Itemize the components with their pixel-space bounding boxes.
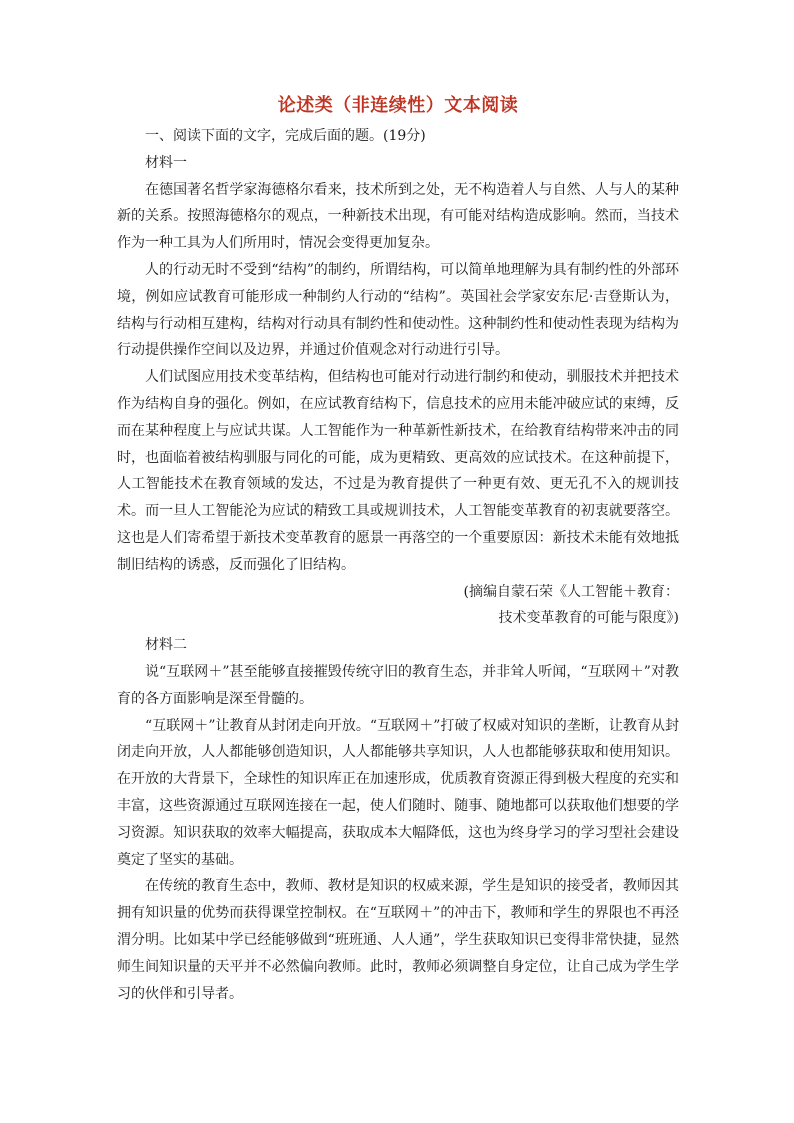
question-instruction: 一、阅读下面的文字，完成后面的题。(19分)	[145, 128, 426, 144]
material-one-label: 材料一	[145, 154, 187, 171]
page-title: 论述类（非连续性）文本阅读	[277, 95, 519, 116]
document-page	[117, 92, 679, 1007]
material-one-paragraph: 人的行动无时不受到“结构”的制约，所谓结构，可以简单地理解为具有制约性的外部环境，例如应试教育可能形成一种制约人行动的“结构”。英国社会学家安东尼·吉登斯认为，结构与行动相互建构，结构对行动具有制约性和使动性。这种制约性和使动性表现为结构为行动提供操作空间以及边界，并通过价值观念对行动进行引导。	[117, 261, 679, 359]
material-one-paragraph: 在德国著名哲学家海德格尔看来，技术所到之处，无不构造着人与自然、人与人的某种新的关系。按照海德格尔的观点，一种新技术出现，有可能对结构造成影响。然而，当技术作为一种工具为人们所用时，情况会变得更加复杂。	[117, 181, 679, 252]
material-one-source-line: 技术变革教育的可能与限度》)	[498, 610, 679, 627]
material-two-paragraph: 说“互联网＋”甚至能够直接摧毁传统守旧的教育生态，并非耸人听闻，“互联网＋”对教育的各方面影响是深至骨髓的。	[117, 663, 679, 707]
material-two-paragraph: 在传统的教育生态中，教师、教材是知识的权威来源，学生是知识的接受者，教师因其拥有知识量的优势而获得课堂控制权。在“互联网＋”的冲击下，教师和学生的界限也不再泾渭分明。比如某中学已经能够做到“班班通、人人通”，学生获取知识已变得非常快捷，显然师生间知识量的天平并不必然偏向教师。此时，教师必须调整自身定位，让自己成为学生学习的伙伴和引导者。	[117, 878, 679, 1002]
material-two-label: 材料二	[145, 637, 187, 654]
material-two-paragraph: “互联网＋”让教育从封闭走向开放。“互联网＋”打破了权威对知识的垄断，让教育从封闭走向开放，人人都能够创造知识，人人都能够共享知识，人人也都能够获取和使用知识。在开放的大背景下，全球性的知识库正在加速形成，优质教育资源正得到极大程度的充实和丰富，这些资源通过互联网连接在一起，使人们随时、随事、随地都可以获取他们想要的学习资源。知识获取的效率大幅提高，获取成本大幅降低，这也为终身学习的学习型社会建设奠定了坚实的基础。	[117, 717, 679, 868]
material-one-paragraph: 人们试图应用技术变革结构，但结构也可能对行动进行制约和使动，驯服技术并把技术作为结构自身的强化。例如，在应试教育结构下，信息技术的应用未能冲破应试的束缚，反而在某种程度上与应试共谋。人工智能作为一种革新性新技术，在给教育结构带来冲击的同时，也面临着被结构驯服与同化的可能，成为更精致、更高效的应试技术。在这种前提下，人工智能技术在教育领域的发达，不过是为教育提供了一种更有效、更无孔不入的规训技术。而一旦人工智能沦为应试的精致工具或规训技术，人工智能变革教育的初衷就要落空。这也是人们寄希望于新技术变革教育的愿景一再落空的一个重要原因：新技术未能有效地抵制旧结构的诱惑，反而强化了旧结构。	[117, 369, 679, 573]
material-one-source-line: (摘编自蒙石荣《人工智能＋教育：	[463, 583, 679, 600]
